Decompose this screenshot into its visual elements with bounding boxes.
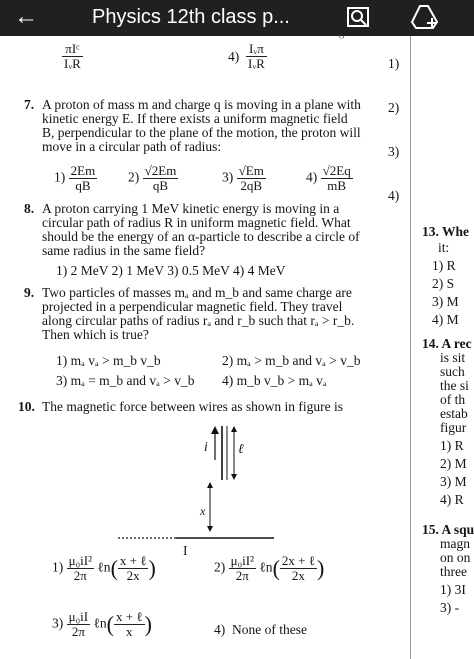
side-number-2: 2): [388, 100, 400, 115]
q8-line-3: should be the energy of an α-particle to describe a circle of: [42, 229, 360, 244]
q14-line-10: 3) M: [440, 474, 467, 489]
side-number-4: 4): [388, 188, 400, 203]
q14-line-2: is sit: [440, 350, 466, 365]
q9-number: 9.: [24, 285, 35, 300]
q13-line-5: 3) M: [432, 294, 459, 309]
q14-line-6: estab: [440, 406, 468, 421]
q9-line-1: Two particles of masses mₐ and m_b and same charge are: [42, 285, 352, 300]
q14-line-7: figur: [440, 420, 467, 435]
length-arrow-bottom-icon: [231, 474, 237, 480]
q10-option-1[interactable]: 1) $\frac{\text{μ₀iI²}}{2\pi}$ ℓn( $\frac{\text{x + ℓ}}{2x}$ ): [52, 553, 156, 583]
q14-line-9: 2) M: [440, 456, 467, 471]
q13-line-1: 13. Whe: [422, 224, 470, 239]
q8-options[interactable]: 1) 2 MeV 2) 1 MeV 3) 0.5 MeV 4) 4 MeV: [56, 263, 286, 278]
q14-line-11: 4) R: [440, 492, 464, 507]
q7-option-4[interactable]: 4) $\frac{√2Eq}{mB}$: [306, 163, 351, 193]
q8-line-2: circular path of radius R in uniform magnetic field. What: [42, 215, 351, 230]
q9-option-2[interactable]: 2) mₐ > m_b and vₐ > v_b: [222, 353, 361, 368]
q10-option-4[interactable]: 4) None of these: [214, 622, 307, 637]
back-arrow-icon[interactable]: ←: [14, 3, 38, 30]
q7-number: 7.: [24, 97, 35, 112]
q14-line-8: 1) R: [440, 438, 464, 453]
q13-line-4: 2) S: [432, 276, 455, 291]
q9-line-4: Then which is true?: [42, 327, 149, 342]
add-to-drive-icon[interactable]: [410, 4, 440, 35]
q14-line-3: such: [440, 364, 465, 379]
q7-line-4: move in a circular path of radius:: [42, 139, 222, 154]
q9-option-1[interactable]: 1) mₐ vₐ > m_b v_b: [56, 353, 161, 368]
document-page: [0, 36, 474, 659]
length-arrow-top-icon: [231, 426, 237, 432]
q7-option-3[interactable]: 3) $\frac{√Em}{2qB}$: [222, 163, 264, 193]
top-option-3: $\frac{\text{πIᶜ}}{\text{IᵥR}}$: [64, 41, 81, 71]
q15-line-3: on on: [440, 550, 471, 565]
distance-arrow-bottom-icon: [207, 526, 213, 532]
q9-option-3[interactable]: 3) mₐ = m_b and vₐ > v_b: [56, 373, 195, 388]
q14-line-5: of th: [440, 392, 466, 407]
q14-line-1: 14. A rec: [422, 336, 472, 351]
figure-label-x: x: [200, 504, 206, 518]
q13-line-6: 4) M: [432, 312, 459, 327]
top-option-4-label: 4): [228, 49, 240, 64]
wire-figure: [110, 420, 290, 540]
q7-line-3: B, perpendicular to the plane of the motion, the proton will: [42, 125, 361, 140]
q8-line-1: A proton carrying 1 MeV kinetic energy is moving in a: [42, 201, 340, 216]
q9-line-3: along circular paths of radius rₐ and r_b such that rₐ > r_b.: [42, 313, 355, 328]
current-arrow-up-icon: [211, 426, 219, 434]
q10-number: 10.: [18, 399, 35, 414]
q15-line-1: 15. A squ: [422, 522, 474, 537]
q13-line-3: 1) R: [432, 258, 456, 273]
figure-label-l: ℓ: [238, 441, 244, 456]
q8-line-4: same radius in the same field?: [42, 243, 206, 258]
q9-option-4[interactable]: 4) m_b v_b > mₐ vₐ: [222, 373, 327, 388]
side-number-1: 1): [388, 56, 400, 71]
q7-line-2: kinetic energy E. If there exists a uniform magnetic field: [42, 111, 348, 126]
q7-option-2[interactable]: 2) $\frac{√2Em}{qB}$: [128, 163, 177, 193]
q10-option-3[interactable]: 3) $\frac{\text{μ₀iI}}{2\pi}$ ℓn( $\frac{\text{x + ℓ}}{x}$ ): [52, 609, 152, 639]
document-title: Physics 12th class p...: [92, 6, 290, 28]
q7-option-1[interactable]: 1) $\frac{2Em}{qB}$: [54, 163, 96, 193]
column-divider: [410, 36, 411, 659]
q8-number: 8.: [24, 201, 35, 216]
search-document-icon[interactable]: [346, 6, 372, 35]
q15-line-2: magn: [440, 536, 470, 551]
figure-label-i: i: [204, 439, 208, 454]
q10-text: The magnetic force between wires as shown in figure is: [42, 399, 344, 414]
figure-label-I: I: [183, 543, 188, 558]
distance-arrow-top-icon: [207, 482, 213, 488]
q13-line-2: it:: [438, 240, 450, 255]
top-option-4: $\frac{\text{Iᵥπ}}{\text{IᵥR}}$: [248, 41, 265, 71]
q15-line-4: three: [440, 564, 467, 579]
q9-line-2: projected in a perpendicular magnetic field. They travel: [42, 299, 343, 314]
app-header: [0, 0, 474, 36]
q10-option-2[interactable]: 2) $\frac{\text{μ₀iI²}}{2\pi}$ ℓn( $\frac{\text{2x + ℓ}}{2x}$ ): [214, 553, 325, 583]
q15-line-5: 1) 3I: [440, 582, 466, 597]
q14-line-4: the si: [440, 378, 469, 393]
q7-line-1: A proton of mass m and charge q is moving in a plane with: [42, 97, 361, 112]
side-number-3: 3): [388, 144, 400, 159]
q15-line-6: 3) -: [440, 600, 460, 615]
